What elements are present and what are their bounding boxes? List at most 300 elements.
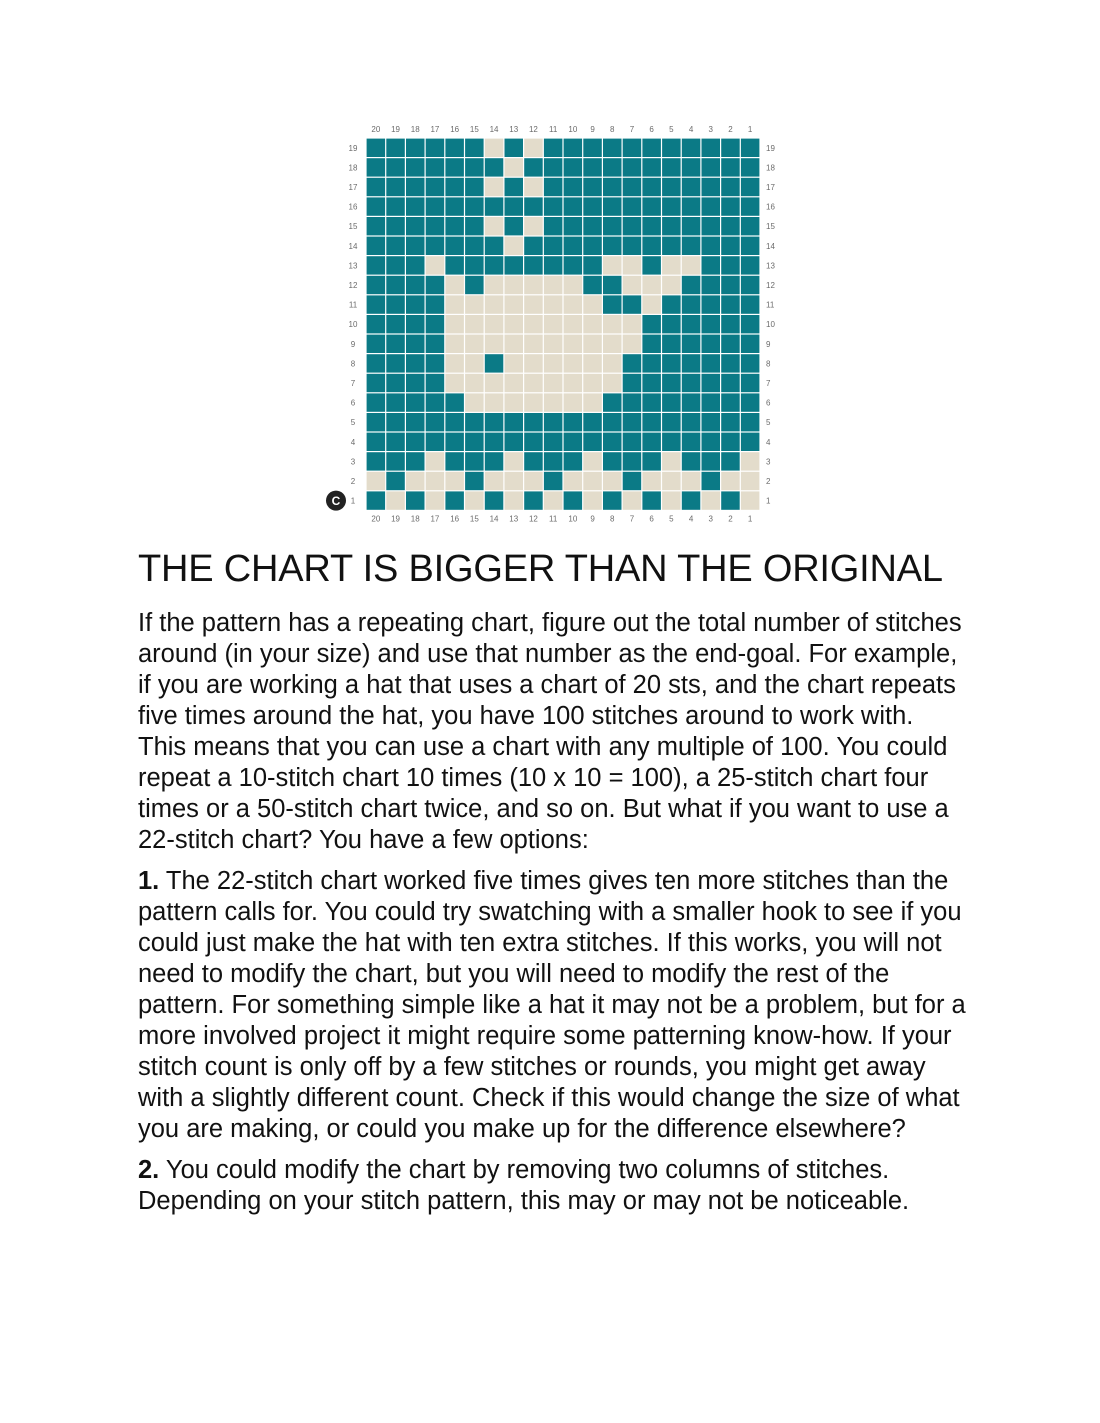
chart-cell <box>485 393 504 411</box>
chart-cell <box>662 237 681 255</box>
option-1-text: The 22-stitch chart worked five times gives ten more stitches than the pattern calls for. You could try swatching with a smaller hook to see if you could just make the hat with ten extra stitches. If this works, you will not need to modify the chart, but you will need to modify the rest of the pattern. For something simple like a hat it may not be a problem, but for a more involved project it might require some patterning know-how. If your stitch count is only off by a few stitches or rounds, you might get away with a slightly different count. Check if this would change the size of what you are making, or could you make up for the difference elsewhere? <box>138 867 966 1143</box>
chart-cell <box>465 158 484 176</box>
chart-cell <box>741 139 760 157</box>
chart-cell <box>406 256 425 274</box>
row-label-left: 10 <box>348 320 358 330</box>
row-label-right: 18 <box>766 163 775 173</box>
chart-cell <box>367 315 386 333</box>
chart-cell <box>564 491 583 509</box>
chart-cell <box>623 491 642 509</box>
chart-cell <box>426 393 445 411</box>
row-label-left: 2 <box>350 477 356 486</box>
chart-cell <box>642 393 661 411</box>
chart-cell <box>564 158 583 176</box>
chart-cell <box>603 452 622 470</box>
chart-cell <box>583 237 602 255</box>
chart-cell <box>623 178 642 196</box>
column-label-bottom: 7 <box>629 514 635 524</box>
chart-cell <box>544 472 563 490</box>
chart-cell <box>367 354 386 372</box>
column-label-bottom: 5 <box>669 514 674 524</box>
chart-cell <box>662 158 681 176</box>
chart-cell <box>367 433 386 451</box>
chart-cell <box>662 433 681 451</box>
chart-cell <box>485 433 504 451</box>
chart-cell <box>367 237 386 255</box>
chart-cell <box>741 158 760 176</box>
chart-cell <box>544 237 563 255</box>
chart-cell <box>406 276 425 294</box>
chart-cell <box>603 315 622 333</box>
chart-cell <box>386 335 405 353</box>
row-label-right: 15 <box>766 222 775 232</box>
chart-cell <box>642 197 661 215</box>
chart-cell <box>445 237 464 255</box>
chart-cell <box>662 217 681 235</box>
chart-cell <box>445 433 464 451</box>
chart-cell <box>623 197 642 215</box>
chart-cell <box>406 335 425 353</box>
chart-cell <box>603 354 622 372</box>
chart-cell <box>564 315 583 333</box>
chart-cell <box>623 354 642 372</box>
chart-cell <box>386 178 405 196</box>
chart-cell <box>741 374 760 392</box>
chart-cell <box>603 472 622 490</box>
chart-cell <box>485 374 504 392</box>
chart-cell <box>524 433 543 451</box>
chart-cell <box>485 256 504 274</box>
chart-cell <box>642 315 661 333</box>
chart-cell <box>702 413 721 431</box>
chart-cell <box>426 256 445 274</box>
chart-cell <box>662 452 681 470</box>
section-title: THE CHART IS BIGGER THAN THE ORIGINAL <box>138 548 943 590</box>
row-label-left: 13 <box>348 261 358 271</box>
chart-cell <box>682 472 701 490</box>
chart-cell <box>583 472 602 490</box>
row-label-left: 9 <box>350 339 356 349</box>
column-label-bottom: 12 <box>528 514 538 524</box>
row-label-right: 5 <box>766 418 771 428</box>
chart-cell <box>583 276 602 294</box>
chart-cell <box>603 158 622 176</box>
column-label-bottom: 6 <box>649 514 654 524</box>
chart-cell <box>564 139 583 157</box>
chart-cell <box>741 197 760 215</box>
chart-cell <box>465 276 484 294</box>
chart-cell <box>564 335 583 353</box>
column-label-top: 6 <box>649 125 654 134</box>
chart-cell <box>623 295 642 313</box>
column-label-bottom: 8 <box>610 514 615 524</box>
chart-cell <box>386 413 405 431</box>
chart-cell <box>682 178 701 196</box>
chart-cell <box>564 354 583 372</box>
row-label-left: 18 <box>348 163 358 173</box>
chart-cell <box>544 197 563 215</box>
chart-cell <box>485 354 504 372</box>
chart-cell <box>682 217 701 235</box>
chart-cell <box>386 158 405 176</box>
chart-cell <box>426 354 445 372</box>
chart-cell <box>386 139 405 157</box>
chart-cell <box>583 393 602 411</box>
chart-cell <box>564 276 583 294</box>
chart-cell <box>367 178 386 196</box>
chart-cell <box>524 335 543 353</box>
chart-cell <box>623 237 642 255</box>
column-label-top: 17 <box>430 125 440 134</box>
chart-cell <box>426 197 445 215</box>
chart-cell <box>702 217 721 235</box>
chart-cell <box>386 237 405 255</box>
column-label-top: 18 <box>410 125 420 134</box>
column-label-top: 16 <box>450 125 460 134</box>
chart-cell <box>564 197 583 215</box>
row-label-right: 8 <box>766 359 771 369</box>
chart-cell <box>367 139 386 157</box>
chart-cell <box>603 374 622 392</box>
chart-cell <box>426 237 445 255</box>
chart-cell <box>406 393 425 411</box>
chart-cell <box>505 237 524 255</box>
chart-cell <box>465 178 484 196</box>
chart-cell <box>426 374 445 392</box>
chart-cell <box>721 237 740 255</box>
chart-cell <box>465 491 484 509</box>
column-label-bottom: 2 <box>728 514 733 524</box>
chart-cell <box>544 256 563 274</box>
chart-cell <box>583 433 602 451</box>
chart-cell <box>721 139 740 157</box>
chart-cell <box>465 413 484 431</box>
chart-cell <box>386 315 405 333</box>
chart-cell <box>564 237 583 255</box>
chart-cell <box>682 335 701 353</box>
chart-cell <box>662 197 681 215</box>
row-label-left: 5 <box>350 418 356 428</box>
column-label-top: 12 <box>528 125 538 134</box>
chart-cell <box>583 354 602 372</box>
chart-cell <box>721 217 740 235</box>
chart-cell <box>662 276 681 294</box>
chart-cell <box>702 295 721 313</box>
chart-cell <box>524 276 543 294</box>
chart-cell <box>623 374 642 392</box>
chart-cell <box>741 315 760 333</box>
chart-cell <box>702 158 721 176</box>
chart-cell <box>603 335 622 353</box>
chart-cell <box>682 197 701 215</box>
chart-cell <box>623 158 642 176</box>
column-label-bottom: 9 <box>590 514 595 524</box>
chart-cell <box>386 256 405 274</box>
chart-cell <box>524 491 543 509</box>
chart-cell <box>485 491 504 509</box>
chart-cell <box>564 393 583 411</box>
chart-cell <box>662 413 681 431</box>
row-label-right: 10 <box>766 320 775 330</box>
chart-cell <box>505 217 524 235</box>
chart-cell <box>485 295 504 313</box>
chart-cell <box>367 335 386 353</box>
chart-cell <box>721 374 740 392</box>
chart-cell <box>524 178 543 196</box>
row-label-left: 1 <box>350 496 356 506</box>
row-label-right: 3 <box>766 457 771 467</box>
chart-cell <box>367 158 386 176</box>
row-label-right: 4 <box>766 437 771 447</box>
chart-cell <box>702 139 721 157</box>
chart-cell <box>367 393 386 411</box>
chart-cell <box>406 413 425 431</box>
row-label-left: 12 <box>348 281 358 290</box>
chart-cell <box>702 335 721 353</box>
row-label-right: 17 <box>766 183 775 192</box>
chart-cell <box>603 276 622 294</box>
chart-cell <box>465 472 484 490</box>
chart-cell <box>406 354 425 372</box>
chart-cell <box>367 295 386 313</box>
row-label-left: 17 <box>348 183 358 192</box>
chart-cell <box>524 295 543 313</box>
chart-cell <box>465 354 484 372</box>
chart-cell <box>702 315 721 333</box>
column-label-top: 20 <box>371 125 381 134</box>
chart-cell <box>702 452 721 470</box>
chart-cell <box>682 315 701 333</box>
chart-cell <box>741 276 760 294</box>
chart-cell <box>702 433 721 451</box>
chart-cell <box>485 139 504 157</box>
row-label-right: 19 <box>766 143 775 153</box>
chart-cell <box>623 393 642 411</box>
chart-cell <box>721 393 740 411</box>
chart-cell <box>426 217 445 235</box>
chart-cell <box>426 413 445 431</box>
chart-cell <box>465 393 484 411</box>
chart-cell <box>544 276 563 294</box>
chart-cell <box>465 335 484 353</box>
chart-cell <box>465 452 484 470</box>
chart-cell <box>445 178 464 196</box>
column-label-bottom: 17 <box>430 514 440 524</box>
stitch-chart-figure <box>318 120 788 530</box>
chart-cell <box>367 256 386 274</box>
chart-cell <box>485 315 504 333</box>
chart-cell <box>623 452 642 470</box>
chart-cell <box>544 139 563 157</box>
chart-cell <box>544 178 563 196</box>
chart-cell <box>741 217 760 235</box>
chart-cell <box>702 393 721 411</box>
chart-cell <box>386 197 405 215</box>
chart-cell <box>642 276 661 294</box>
chart-cell <box>544 295 563 313</box>
chart-cell <box>642 374 661 392</box>
chart-cell <box>445 374 464 392</box>
option-1-paragraph <box>138 866 968 1145</box>
chart-cell <box>564 295 583 313</box>
chart-cell <box>386 491 405 509</box>
chart-cell <box>406 139 425 157</box>
chart-cell <box>583 491 602 509</box>
chart-cell <box>564 433 583 451</box>
row-label-left: 7 <box>350 379 356 388</box>
chart-cell <box>682 491 701 509</box>
chart-cell <box>485 158 504 176</box>
chart-cell <box>721 276 740 294</box>
column-label-bottom: 16 <box>450 514 460 524</box>
chart-cell <box>603 413 622 431</box>
chart-cell <box>662 393 681 411</box>
chart-cell <box>702 472 721 490</box>
chart-cell <box>367 452 386 470</box>
column-label-top: 8 <box>610 125 615 134</box>
chart-cell <box>544 393 563 411</box>
chart-cell <box>564 374 583 392</box>
chart-cell <box>465 197 484 215</box>
chart-cell <box>524 354 543 372</box>
chart-cell <box>485 472 504 490</box>
column-label-bottom: 11 <box>548 514 558 524</box>
chart-cell <box>741 393 760 411</box>
column-label-top: 7 <box>629 125 635 134</box>
column-label-top: 10 <box>568 125 578 134</box>
chart-cell <box>682 237 701 255</box>
chart-cell <box>583 158 602 176</box>
chart-cell <box>603 217 622 235</box>
chart-cell <box>445 315 464 333</box>
row-label-left: 8 <box>350 359 356 369</box>
row-label-left: 11 <box>348 300 358 310</box>
chart-cell <box>682 452 701 470</box>
chart-cell <box>465 374 484 392</box>
chart-cell <box>662 374 681 392</box>
chart-cell <box>445 256 464 274</box>
chart-cell <box>426 158 445 176</box>
chart-cell <box>505 139 524 157</box>
chart-cell <box>583 178 602 196</box>
chart-cell <box>623 433 642 451</box>
chart-cell <box>662 139 681 157</box>
chart-cell <box>386 217 405 235</box>
chart-cell <box>485 276 504 294</box>
chart-cell <box>583 335 602 353</box>
chart-cell <box>524 197 543 215</box>
column-label-top: 13 <box>509 125 519 134</box>
chart-cell <box>445 139 464 157</box>
column-label-bottom: 4 <box>688 514 694 524</box>
chart-cell <box>524 158 543 176</box>
chart-cell <box>505 433 524 451</box>
chart-cell <box>505 295 524 313</box>
column-label-top: 4 <box>688 125 694 134</box>
chart-cell <box>564 256 583 274</box>
row-label-left: 3 <box>350 457 356 467</box>
row-label-right: 9 <box>766 339 771 349</box>
chart-cell <box>544 491 563 509</box>
chart-cell <box>524 393 543 411</box>
chart-cell <box>583 295 602 313</box>
chart-cell <box>505 178 524 196</box>
chart-cell <box>741 354 760 372</box>
chart-cell <box>485 413 504 431</box>
chart-cell <box>524 315 543 333</box>
chart-cell <box>721 197 740 215</box>
chart-cell <box>544 354 563 372</box>
chart-cell <box>426 472 445 490</box>
row-label-right: 14 <box>766 241 775 251</box>
column-label-top: 11 <box>548 125 558 134</box>
chart-cell <box>682 413 701 431</box>
chart-cell <box>524 217 543 235</box>
chart-cell <box>465 256 484 274</box>
chart-cell <box>406 452 425 470</box>
row-label-right: 11 <box>766 300 775 310</box>
chart-cell <box>662 472 681 490</box>
row-label-right: 2 <box>766 477 771 486</box>
chart-cell <box>721 335 740 353</box>
chart-cell <box>445 491 464 509</box>
chart-cell <box>702 276 721 294</box>
column-label-top: 19 <box>391 125 401 134</box>
column-label-bottom: 3 <box>708 514 713 524</box>
row-label-left: 15 <box>348 222 358 232</box>
chart-cell <box>367 472 386 490</box>
chart-cell <box>741 237 760 255</box>
chart-cell <box>583 139 602 157</box>
chart-cell <box>583 217 602 235</box>
chart-cell <box>741 178 760 196</box>
chart-cell <box>505 256 524 274</box>
chart-cell <box>721 413 740 431</box>
option-2-text: You could modify the chart by removing two columns of stitches. Depending on your stitch pattern, this may or may not be noticeable. <box>138 1156 910 1215</box>
chart-cell <box>505 197 524 215</box>
chart-cell <box>465 237 484 255</box>
chart-cell <box>505 335 524 353</box>
column-label-bottom: 18 <box>410 514 420 524</box>
chart-cell <box>485 217 504 235</box>
chart-cell <box>721 158 740 176</box>
chart-cell <box>544 217 563 235</box>
chart-cell <box>603 178 622 196</box>
chart-cell <box>386 472 405 490</box>
chart-cell <box>682 393 701 411</box>
chart-cell <box>426 139 445 157</box>
chart-cell <box>564 452 583 470</box>
chart-cell <box>682 433 701 451</box>
chart-cell <box>702 197 721 215</box>
chart-cell <box>445 335 464 353</box>
chart-cell <box>505 158 524 176</box>
chart-cell <box>623 139 642 157</box>
chart-cell <box>741 295 760 313</box>
chart-cell <box>603 491 622 509</box>
column-label-bottom: 1 <box>747 514 753 524</box>
chart-cell <box>406 178 425 196</box>
chart-cell <box>702 491 721 509</box>
chart-cell <box>544 315 563 333</box>
row-label-right: 16 <box>766 202 775 212</box>
chart-cell <box>524 256 543 274</box>
chart-cell <box>603 237 622 255</box>
chart-cell <box>702 256 721 274</box>
chart-cell <box>603 393 622 411</box>
column-label-bottom: 20 <box>371 514 381 524</box>
chart-cell <box>642 452 661 470</box>
